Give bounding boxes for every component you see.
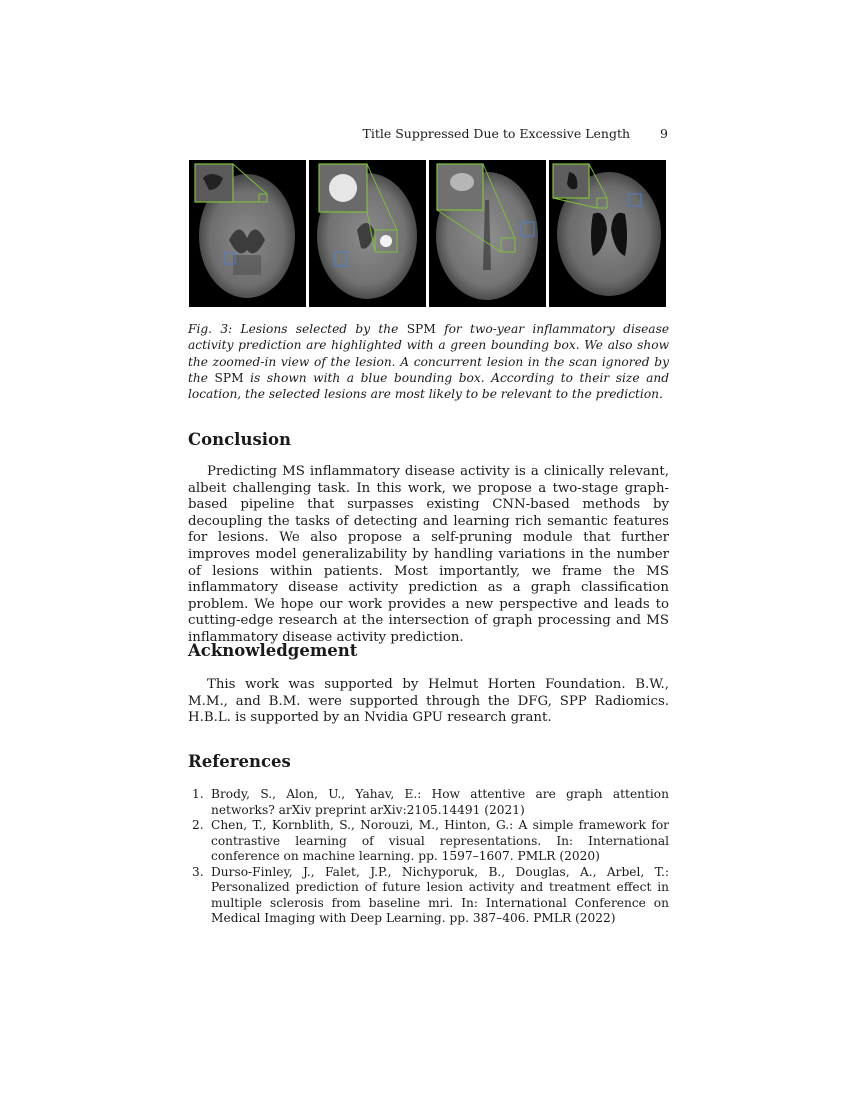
running-header <box>187 126 668 141</box>
caption-label: Fig. 3: <box>188 322 233 336</box>
figure-mri-panels <box>189 160 666 307</box>
heading-acknowledgement: Acknowledgement <box>188 641 358 660</box>
reference-number: 2. <box>192 818 204 832</box>
reference-text: Durso-Finley, J., Falet, J.P., Nichyporuk, B., Douglas, A., Arbel, T.: Personalized prediction of future lesion activity and treatment effect in multiple sclerosis from baseline mri. In: International Conference on Medical Imaging with Deep Learning. pp. 387–406. PMLR (2022) <box>211 864 669 925</box>
caption-spm-1: SPM <box>406 322 436 336</box>
mri-panel-1 <box>189 160 306 307</box>
reference-item <box>188 818 669 865</box>
reference-text: Chen, T., Kornblith, S., Norouzi, M., Hinton, G.: A simple framework for contrastive learning of visual representations. In: International conference on machine learning. pp. 1597–1607. PMLR (2020) <box>211 818 669 863</box>
caption-text-2: for two-year inflammatory disease activity prediction are highlighted with a green bounding box. We also show the zoomed-in view of the lesion. A concurrent lesion in the scan ignored by the <box>188 322 670 385</box>
reference-number: 1. <box>192 787 204 801</box>
caption-text-3: is shown with a blue bounding box. According to their size and location, the selected lesions are most likely to be relevant to the prediction. <box>188 370 670 402</box>
caption-text-1: Lesions selected by the <box>240 322 399 336</box>
reference-text: Brody, S., Alon, U., Yahav, E.: How attentive are graph attention networks? arXiv preprint arXiv:2105.14491 (2021) <box>211 787 669 817</box>
page-number: 9 <box>660 126 668 141</box>
reference-item <box>188 865 669 927</box>
paragraph-acknowledgement: This work was supported by Helmut Horten Foundation. B.W., M.M., and B.M. were supported through the DFG, SPP Radiomics. H.B.L. is supported by an Nvidia GPU research grant. <box>188 677 669 726</box>
mri-panel-2 <box>309 160 426 307</box>
paragraph-conclusion: Predicting MS inflammatory disease activity is a clinically relevant, albeit challenging task. In this work, we propose a two-stage graph-based pipeline that surpasses existing CNN-based methods by decoupling the tasks of detecting and learning rich semantic features for lesions. We also propose a self-pruning module that further improves model generalizability by handling variations in the number of lesions within patients. Most importantly, we frame the MS inflammatory disease activity prediction as a graph classification problem. We hope our work provides a new perspective and leads to cutting-edge research at the intersection of graph processing and MS inflammatory disease activity prediction. <box>188 464 669 645</box>
heading-conclusion: Conclusion <box>188 430 292 449</box>
mri-panel-4 <box>549 160 666 307</box>
heading-references: References <box>188 752 291 771</box>
running-title: Title Suppressed Due to Excessive Length <box>362 126 631 141</box>
figure-caption <box>188 321 669 402</box>
reference-list <box>188 787 669 927</box>
caption-spm-2: SPM <box>214 370 244 385</box>
mri-panel-3 <box>429 160 546 307</box>
reference-item <box>188 787 669 818</box>
reference-number: 3. <box>192 864 204 879</box>
